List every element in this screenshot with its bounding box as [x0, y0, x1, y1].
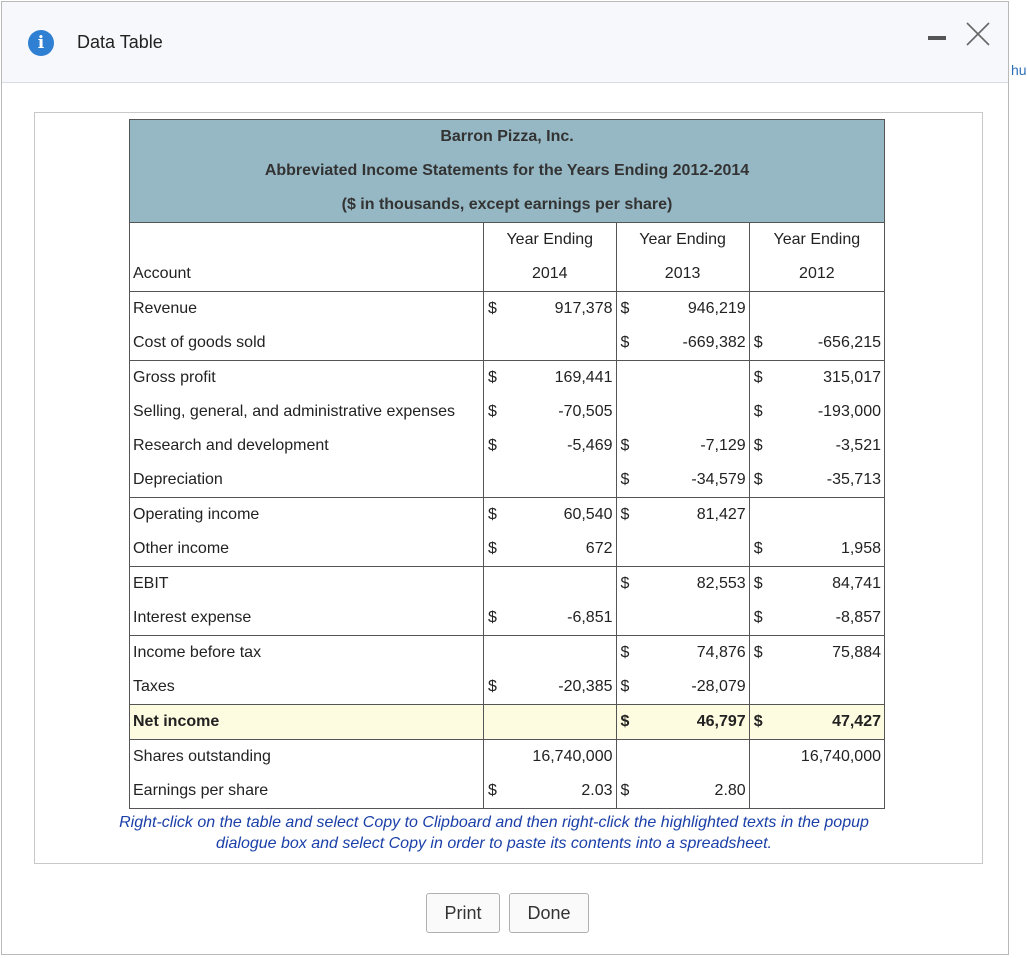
currency-symbol: $ [753, 403, 763, 420]
currency-symbol: $ [616, 567, 651, 602]
currency-symbol: $ [484, 498, 519, 533]
account-header: Account [130, 257, 484, 292]
company-name: Barron Pizza, Inc. [130, 120, 885, 155]
table-row [130, 326, 885, 361]
cell-value [519, 705, 617, 740]
cell-value [784, 774, 884, 809]
cell-value: 82,553 [651, 567, 749, 602]
cell-value [651, 532, 749, 567]
row-label: Shares outstanding [130, 740, 484, 775]
currency-symbol [749, 670, 784, 705]
cell-value: -70,505 [519, 395, 617, 429]
currency-symbol: $ [488, 403, 497, 420]
currency-symbol: $ [488, 437, 497, 454]
currency-symbol: $ [616, 705, 651, 740]
cell-value [519, 326, 617, 361]
cell-value: 1,958 [784, 532, 884, 567]
cell-value: 169,441 [519, 361, 617, 396]
currency-symbol: $ [488, 540, 497, 557]
table-row [130, 601, 885, 636]
dialog-titlebar [2, 2, 1008, 83]
cell-value: -35,713 [784, 463, 884, 498]
year-header-2013: 2013 [616, 257, 749, 292]
cell-value: 74,876 [651, 636, 749, 671]
units-note: ($ in thousands, except earnings per share) [130, 188, 885, 223]
row-label: Depreciation [130, 463, 484, 498]
cell-value [519, 567, 617, 602]
currency-symbol [484, 705, 519, 740]
statement-subtitle: Abbreviated Income Statements for the Years Ending 2012-2014 [130, 154, 885, 188]
cell-value: -5,469 [519, 429, 617, 463]
table-row [130, 705, 885, 740]
dialog-title: Data Table [77, 32, 163, 52]
table-row [130, 740, 885, 775]
income-statement-table[interactable] [129, 119, 885, 809]
currency-symbol: $ [620, 678, 630, 695]
currency-symbol [749, 292, 784, 327]
close-icon[interactable] [964, 20, 992, 48]
cell-value [519, 463, 617, 498]
cell-value: 16,740,000 [784, 740, 884, 775]
currency-symbol [616, 740, 651, 775]
col-header-top-2014: Year Ending [484, 223, 616, 258]
info-icon: i [28, 30, 54, 56]
cell-value [784, 670, 884, 705]
minimize-icon[interactable] [928, 36, 946, 40]
currency-symbol: $ [488, 678, 497, 695]
cell-value: 917,378 [519, 292, 617, 327]
currency-symbol [749, 740, 784, 775]
row-label: Income before tax [130, 636, 484, 671]
cell-value: 81,427 [651, 498, 749, 533]
cell-value: 75,884 [784, 636, 884, 671]
year-header-2012: 2012 [749, 257, 884, 292]
currency-symbol [484, 463, 519, 498]
row-label: Other income [130, 532, 484, 567]
currency-symbol: $ [484, 774, 519, 809]
table-row [130, 636, 885, 671]
cell-value: 16,740,000 [519, 740, 617, 775]
cell-value: 2.03 [519, 774, 617, 809]
cell-value: 946,219 [651, 292, 749, 327]
table-row [130, 567, 885, 602]
cell-value [651, 740, 749, 775]
row-label: Net income [130, 705, 484, 740]
table-row [130, 361, 885, 396]
copy-instructions: Right-click on the table and select Copy to Clipboard and then right-click the highlighted texts in the popup dialogue box and select Copy in order to paste its contents into a spreadsheet. [119, 814, 869, 852]
currency-symbol: $ [620, 437, 630, 454]
currency-symbol: $ [753, 437, 763, 454]
cell-value [651, 361, 749, 396]
currency-symbol: $ [749, 361, 784, 396]
cell-value [784, 498, 884, 533]
table-body [130, 292, 885, 809]
table-row [130, 429, 885, 463]
cell-value: 60,540 [519, 498, 617, 533]
cell-value: -656,215 [784, 326, 884, 361]
row-label: Selling, general, and administrative expenses [130, 395, 484, 429]
currency-symbol [616, 601, 651, 636]
done-button[interactable]: Done [509, 893, 589, 933]
currency-symbol: $ [616, 636, 651, 671]
row-label: Taxes [130, 670, 484, 705]
table-row [130, 395, 885, 429]
cell-value: -3,521 [784, 429, 884, 463]
currency-symbol: $ [488, 609, 497, 626]
cell-value [784, 292, 884, 327]
row-label: Earnings per share [130, 774, 484, 809]
row-label: Research and development [130, 429, 484, 463]
row-label: Gross profit [130, 361, 484, 396]
currency-symbol: $ [749, 705, 784, 740]
currency-symbol: $ [749, 636, 784, 671]
cell-value [651, 395, 749, 429]
table-row [130, 463, 885, 498]
header-blank [130, 223, 484, 258]
table-row [130, 774, 885, 809]
currency-symbol [616, 395, 651, 429]
currency-symbol [484, 636, 519, 671]
background-link-peek: hu [1011, 62, 1027, 78]
col-header-top-2012: Year Ending [749, 223, 884, 258]
cell-value: 672 [519, 532, 617, 567]
cell-value: -193,000 [784, 395, 884, 429]
table-row [130, 292, 885, 327]
cell-value: 84,741 [784, 567, 884, 602]
table-row [130, 498, 885, 533]
currency-symbol [484, 740, 519, 775]
row-label: Cost of goods sold [130, 326, 484, 361]
currency-symbol: $ [616, 774, 651, 809]
currency-symbol [749, 498, 784, 533]
currency-symbol: $ [616, 498, 651, 533]
cell-value [651, 601, 749, 636]
row-label: EBIT [130, 567, 484, 602]
col-header-top-2013: Year Ending [616, 223, 749, 258]
row-label: Revenue [130, 292, 484, 327]
currency-symbol [616, 532, 651, 567]
currency-symbol: $ [484, 361, 519, 396]
currency-symbol: $ [620, 471, 630, 488]
table-row [130, 532, 885, 567]
cell-value: 2.80 [651, 774, 749, 809]
currency-symbol: $ [753, 609, 763, 626]
row-label: Operating income [130, 498, 484, 533]
currency-symbol: $ [620, 300, 630, 317]
currency-symbol [484, 567, 519, 602]
cell-value: -6,851 [519, 601, 617, 636]
year-header-2014: 2014 [484, 257, 616, 292]
currency-symbol: $ [753, 540, 763, 557]
currency-symbol [484, 326, 519, 361]
cell-value: -28,079 [651, 670, 749, 705]
cell-value: -7,129 [651, 429, 749, 463]
row-label: Interest expense [130, 601, 484, 636]
currency-symbol: $ [753, 334, 763, 351]
cell-value: -8,857 [784, 601, 884, 636]
cell-value: -20,385 [519, 670, 617, 705]
cell-value: 46,797 [651, 705, 749, 740]
cell-value: 315,017 [784, 361, 884, 396]
cell-value [519, 636, 617, 671]
currency-symbol: $ [749, 567, 784, 602]
cell-value: -669,382 [651, 326, 749, 361]
cell-value: -34,579 [651, 463, 749, 498]
currency-symbol: $ [488, 300, 497, 317]
currency-symbol: $ [620, 334, 630, 351]
table-row [130, 670, 885, 705]
currency-symbol: $ [753, 471, 763, 488]
currency-symbol [749, 774, 784, 809]
print-button[interactable]: Print [426, 893, 500, 933]
cell-value: 47,427 [784, 705, 884, 740]
currency-symbol [616, 361, 651, 396]
